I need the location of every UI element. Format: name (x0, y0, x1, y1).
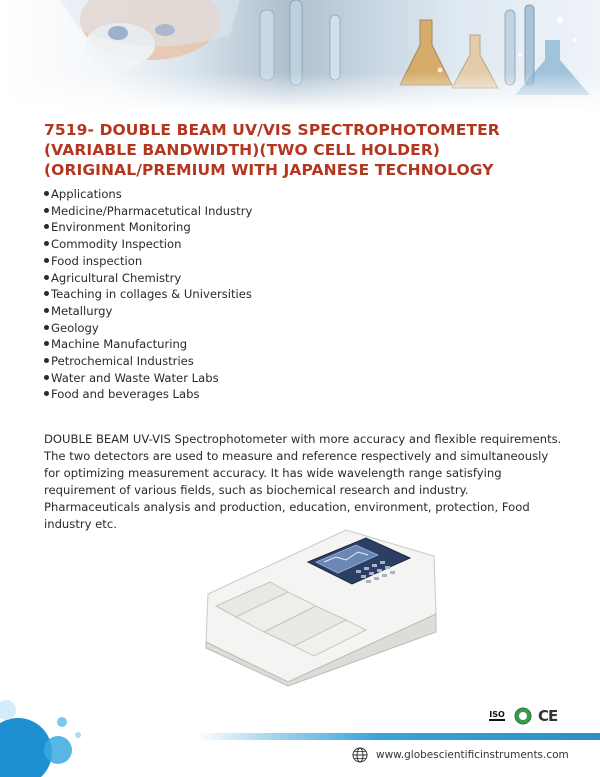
bullet-icon (44, 375, 49, 380)
page-title: 7519- DOUBLE BEAM UV/VIS SPECTROPHOTOMETER (VARIABLE BANDWIDTH)(TWO CELL HOLDER) (ORIGINAL/PREMIUM WITH JAPANESE TECHNOLOGY (44, 121, 500, 179)
bullet-icon (44, 258, 49, 263)
list-item-label: Environment Monitoring (51, 220, 191, 235)
list-item (44, 386, 252, 403)
decorative-bubbles (0, 680, 110, 777)
bullet-icon (44, 341, 49, 346)
list-item-label: Machine Manufacturing (51, 337, 188, 352)
bullet-icon (44, 241, 49, 246)
bullet-icon (44, 358, 49, 363)
spectrophotometer-image (196, 522, 446, 687)
list-item-label: Teaching in collages & Universities (51, 287, 252, 302)
list-item-label: Food and beverages Labs (51, 387, 200, 402)
bullet-icon (44, 291, 49, 296)
list-item-label: Geology (51, 320, 99, 335)
list-item (44, 236, 252, 253)
list-item-label: Agricultural Chemistry (51, 270, 182, 285)
bullet-icon (44, 391, 49, 396)
bullet-icon (44, 275, 49, 280)
list-item (44, 370, 252, 387)
footer-accent-bar (196, 733, 600, 740)
list-item (44, 303, 252, 320)
globe-icon (352, 747, 368, 763)
bullet-icon (44, 208, 49, 213)
bullet-icon (44, 308, 49, 313)
bullet-icon (44, 191, 49, 196)
iso-label: ISO (489, 710, 505, 719)
product-description: DOUBLE BEAM UV-VIS Spectrophotometer with more accuracy and flexible requirements. The two detectors are used to measure and reference respectively and simultaneously for optimizing measurement accuracy. It has wide wavelength range satisfying requirement of various fields, such as biochemical research and industry. Pharmaceuticals analysis and production, education, environment, protection, Food industry etc. (44, 431, 562, 531)
list-item-label: Medicine/Pharmacetutical Industry (51, 203, 253, 218)
applications-list (44, 186, 252, 403)
list-item (44, 286, 252, 303)
list-item-label: Food inspection (51, 253, 143, 268)
list-item (44, 253, 252, 270)
list-item (44, 336, 252, 353)
footer-website (352, 747, 569, 763)
list-item (44, 219, 252, 236)
bullet-icon (44, 325, 49, 330)
ce-mark: CE (538, 707, 558, 725)
certification-badges (486, 707, 557, 725)
list-item-label: Commodity Inspection (51, 237, 182, 252)
header-banner (0, 0, 600, 112)
iso-certification-icon (486, 707, 508, 725)
list-item-label: Water and Waste Water Labs (51, 370, 219, 385)
list-item (44, 320, 252, 337)
website-link[interactable]: www.globescientificinstruments.com (376, 749, 569, 761)
quality-seal-icon (514, 707, 532, 725)
list-item (44, 186, 252, 203)
list-item (44, 353, 252, 370)
list-item-label: Metallurgy (51, 303, 113, 318)
list-item-label: Applications (51, 187, 122, 201)
list-item (44, 203, 252, 220)
bullet-icon (44, 224, 49, 229)
list-item (44, 270, 252, 287)
list-item-label: Petrochemical Industries (51, 354, 194, 369)
